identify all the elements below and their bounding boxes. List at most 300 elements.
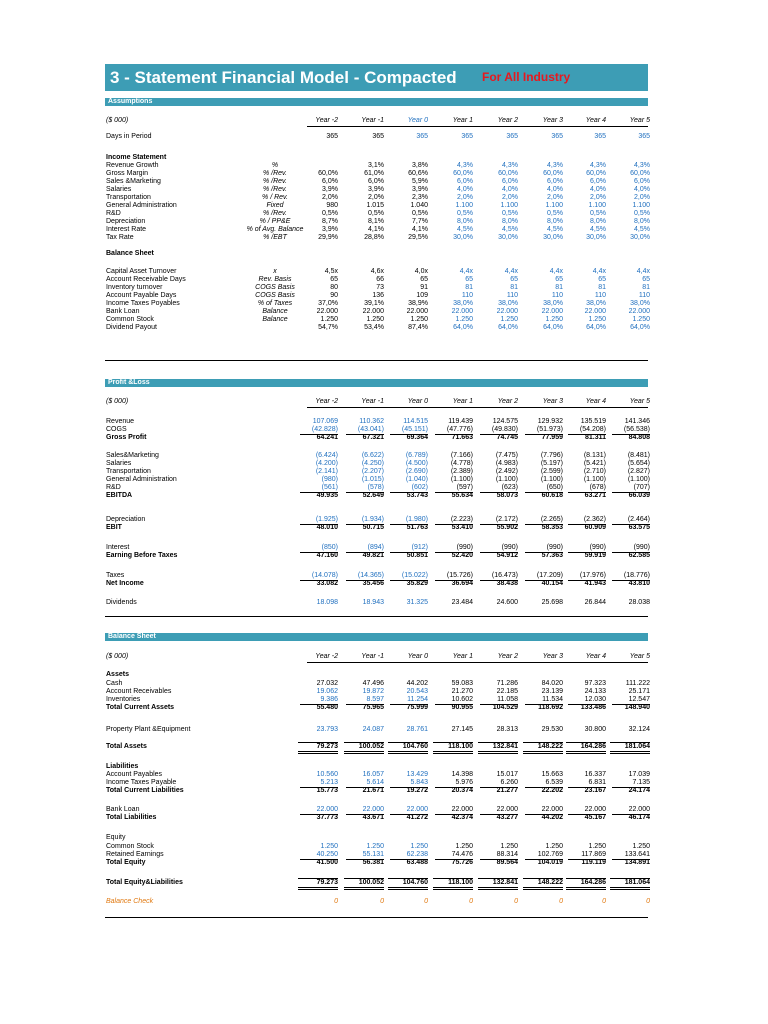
cell-value: 33.082	[316, 580, 338, 587]
cell-value: 41.943	[584, 580, 606, 587]
cell-value: (602)	[411, 484, 428, 491]
cell-value: 102.769	[537, 851, 563, 858]
cell-value: (43.041)	[357, 426, 384, 433]
total-underline-double	[433, 753, 473, 754]
cell-value: 104.529	[492, 704, 518, 711]
cell-value: 71.663	[451, 434, 473, 441]
cell-value: 0	[514, 898, 518, 905]
total-underline-double	[566, 753, 606, 754]
year-header: Year 5	[629, 117, 650, 124]
cell-value: 21.270	[451, 688, 473, 695]
cell-value: 110.362	[359, 418, 384, 425]
cell-value: 37,0%	[318, 300, 338, 307]
table-row	[105, 544, 648, 552]
total-underline-double	[523, 753, 563, 754]
cell-value: 23.167	[584, 787, 606, 794]
row-label: Retained Earnings	[106, 851, 164, 858]
cell-value: 89.564	[496, 859, 518, 866]
cell-value: 980	[326, 202, 338, 209]
cell-value: 30,0%	[630, 234, 650, 241]
cell-value: 6.539	[545, 779, 563, 786]
row-label: R&D	[106, 210, 121, 217]
cell-value: 44.202	[406, 680, 428, 687]
cell-value: 64.241	[316, 434, 338, 441]
table-row	[105, 226, 648, 234]
cell-value: 4,0x	[414, 268, 428, 275]
cell-value: 56.381	[362, 859, 384, 866]
cell-value: 54.912	[496, 552, 518, 559]
row-label: Net Income	[106, 580, 144, 587]
cell-value: 90.955	[451, 704, 473, 711]
cell-value: 22.000	[496, 806, 518, 813]
cell-value: 119.439	[448, 418, 473, 425]
cell-value: 4,0%	[590, 186, 606, 193]
total-overline	[478, 878, 518, 879]
cell-value: 365	[506, 133, 518, 140]
cell-value: 5.213	[320, 779, 338, 786]
cell-value: (707)	[633, 484, 650, 491]
year-header: Year -1	[361, 117, 384, 124]
cell-value: (6.789)	[405, 452, 428, 459]
total-overline	[610, 742, 650, 743]
cell-value: (623)	[501, 484, 518, 491]
cell-value: 20.374	[451, 787, 473, 794]
row-label: Assets	[106, 671, 129, 678]
table-row	[105, 218, 648, 226]
cell-value: 75.999	[406, 704, 428, 711]
row-unit: %	[271, 162, 279, 169]
cell-value: 4,3%	[502, 162, 518, 169]
section-divider	[105, 360, 648, 361]
cell-value: 64,0%	[498, 324, 518, 331]
total-overline	[478, 742, 518, 743]
row-label: Total Liabilities	[106, 814, 157, 821]
table-row	[105, 771, 648, 779]
cell-value: 1.250	[455, 843, 473, 850]
cell-value: 39,1%	[364, 300, 384, 307]
table-row	[105, 688, 648, 696]
cell-value: (5.654)	[627, 460, 650, 467]
row-label: Income Statement	[106, 154, 167, 161]
cell-value: (1.934)	[361, 516, 384, 523]
cell-value: 59.919	[584, 552, 606, 559]
cell-value: 22.000	[362, 308, 384, 315]
year-header-row	[105, 653, 648, 661]
total-underline-double	[566, 889, 606, 890]
total-underline-double	[610, 753, 650, 754]
cell-value: 60,0%	[586, 170, 606, 177]
header-underline	[307, 662, 648, 663]
cell-value: 10.560	[316, 771, 338, 778]
cell-value: 365	[461, 133, 473, 140]
cell-value: (4.983)	[495, 460, 518, 467]
cell-value: (894)	[367, 544, 384, 551]
cell-value: 6,0%	[634, 178, 650, 185]
cell-value: 12.547	[628, 696, 650, 703]
cell-value: 17.039	[628, 771, 650, 778]
year-header: Year 4	[585, 653, 606, 660]
year-header: Year -1	[361, 398, 384, 405]
cell-value: 63.575	[628, 524, 650, 531]
cell-value: (2.690)	[405, 468, 428, 475]
cell-value: 25.698	[541, 599, 563, 606]
cell-value: 26.844	[584, 599, 606, 606]
total-overline	[433, 878, 473, 879]
row-label: EBIT	[106, 524, 122, 531]
table-row	[105, 154, 648, 162]
cell-value: 6,0%	[547, 178, 563, 185]
table-row	[105, 484, 648, 492]
cell-value: 0	[424, 898, 428, 905]
table-row	[105, 898, 648, 906]
cell-value: 48.010	[316, 524, 338, 531]
section-header-balance_sheet	[105, 633, 648, 641]
table-row	[105, 418, 648, 426]
cell-value: 62.585	[628, 552, 650, 559]
cell-value: 74.476	[451, 851, 473, 858]
table-row	[105, 843, 648, 851]
row-label: Days in Period	[106, 133, 152, 140]
cell-value: 118.692	[538, 704, 563, 711]
cell-value: 65	[510, 276, 518, 283]
cell-value: 1.250	[632, 843, 650, 850]
cell-value: 1.250	[366, 843, 384, 850]
cell-value: 4,0%	[634, 186, 650, 193]
cell-value: 6,0%	[368, 178, 384, 185]
row-label: R&D	[106, 484, 121, 491]
row-label: General Administration	[106, 476, 177, 483]
cell-value: 37.773	[316, 814, 338, 821]
cell-value: 1.250	[588, 843, 606, 850]
table-row	[105, 572, 648, 580]
row-label: Depreciation	[106, 218, 146, 225]
table-row	[105, 434, 648, 442]
total-underline	[298, 887, 338, 888]
section-divider	[105, 917, 648, 918]
cell-value: 4,4x	[459, 268, 473, 275]
section-title: Profit &Loss	[108, 379, 150, 386]
cell-value: 22.185	[496, 688, 518, 695]
cell-value: (1.925)	[315, 516, 338, 523]
cell-value: (15.022)	[401, 572, 428, 579]
year-header: Year 0	[407, 398, 428, 405]
row-label: Total Current Assets	[106, 704, 175, 711]
row-label: Common Stock	[106, 316, 154, 323]
cell-value: 60.909	[584, 524, 606, 531]
cell-value: 136	[372, 292, 384, 299]
cell-value: 43.277	[496, 814, 518, 821]
cell-value: 27.145	[451, 726, 473, 733]
table-row	[105, 460, 648, 468]
cell-value: 22.000	[628, 806, 650, 813]
row-label: Capital Asset Turnover	[106, 268, 177, 275]
cell-value: (990)	[501, 544, 518, 551]
table-row	[105, 726, 648, 734]
year-header: Year -2	[315, 653, 338, 660]
year-header: Year 1	[452, 398, 473, 405]
row-label: Tax Rate	[106, 234, 134, 241]
cell-value: 3,8%	[412, 162, 428, 169]
cell-value: 49.821	[362, 552, 384, 559]
cell-value: 6,0%	[322, 178, 338, 185]
cell-value: 148.222	[537, 879, 563, 886]
cell-value: (14.365)	[357, 572, 384, 579]
cell-value: (8.481)	[627, 452, 650, 459]
cell-value: 365	[638, 133, 650, 140]
cell-value: (2.265)	[540, 516, 563, 523]
cell-value: 111.222	[625, 680, 650, 687]
cell-value: 9.386	[320, 696, 338, 703]
cell-value: 84.020	[541, 680, 563, 687]
cell-value: 133.641	[624, 851, 650, 858]
cell-value: 4,3%	[590, 162, 606, 169]
cell-value: 4,3%	[634, 162, 650, 169]
cell-value: 365	[594, 133, 606, 140]
row-label: Sales &Marketing	[106, 178, 161, 185]
cell-value: 4,0%	[457, 186, 473, 193]
cell-value: 35.829	[406, 580, 428, 587]
cell-value: 28,8%	[364, 234, 384, 241]
cell-value: 40.250	[316, 851, 338, 858]
cell-value: 1.250	[320, 316, 338, 323]
cell-value: 60,0%	[453, 170, 473, 177]
cell-value: 55.902	[496, 524, 518, 531]
cell-value: 81	[555, 284, 563, 291]
cell-value: 2,0%	[590, 194, 606, 201]
total-underline	[388, 887, 428, 888]
cell-value: 14.398	[451, 771, 473, 778]
cell-value: 4,5%	[547, 226, 563, 233]
cell-value: 6.831	[588, 779, 606, 786]
cell-value: (2.599)	[540, 468, 563, 475]
cell-value: 6,0%	[457, 178, 473, 185]
row-unit: % /EBT	[263, 234, 287, 241]
table-row	[105, 879, 648, 887]
cell-value: 1.100	[455, 202, 473, 209]
cell-value: (578)	[367, 484, 384, 491]
cell-value: 32.124	[628, 726, 650, 733]
cell-value: (990)	[546, 544, 563, 551]
cell-value: 3,9%	[322, 226, 338, 233]
cell-value: 104.760	[402, 879, 428, 886]
cell-value: 11.058	[497, 696, 518, 703]
cell-value: 22.000	[541, 806, 563, 813]
cell-value: (14.078)	[311, 572, 338, 579]
cell-value: 28.038	[628, 599, 650, 606]
total-underline-double	[478, 753, 518, 754]
cell-value: 100.052	[358, 879, 384, 886]
header-underline	[307, 126, 648, 127]
cell-value: 38,9%	[408, 300, 428, 307]
cell-value: (912)	[411, 544, 428, 551]
cell-value: (990)	[589, 544, 606, 551]
row-unit: Rev. Basis	[258, 276, 292, 283]
cell-value: (990)	[456, 544, 473, 551]
cell-value: 22.000	[584, 806, 606, 813]
cell-value: 87,4%	[408, 324, 428, 331]
cell-value: 4,4x	[549, 268, 563, 275]
row-label: Liabilities	[106, 763, 139, 770]
cell-value: 4,3%	[457, 162, 473, 169]
table-row	[105, 194, 648, 202]
cell-value: (2.172)	[495, 516, 518, 523]
cell-value: 1.250	[632, 316, 650, 323]
cell-value: 24.174	[628, 787, 650, 794]
cell-value: 1.100	[632, 202, 650, 209]
cell-value: 109	[416, 292, 428, 299]
cell-value: 59.083	[451, 680, 473, 687]
row-label: Balance Check	[106, 898, 154, 905]
row-unit: Balance	[262, 308, 288, 315]
total-underline	[523, 887, 563, 888]
cell-value: (8.131)	[583, 452, 606, 459]
table-row	[105, 452, 648, 460]
cell-value: 110	[551, 292, 563, 299]
cell-value: (42.828)	[311, 426, 338, 433]
cell-value: 8,0%	[457, 218, 473, 225]
cell-value: 0,5%	[322, 210, 338, 217]
cell-value: 79.273	[316, 743, 338, 750]
cell-value: 8,1%	[368, 218, 384, 225]
cell-value: 181.064	[624, 743, 650, 750]
cell-value: 1.100	[500, 202, 518, 209]
cell-value: 35.456	[362, 580, 384, 587]
year-header: Year 3	[542, 398, 563, 405]
cell-value: 61,0%	[364, 170, 384, 177]
total-overline	[344, 878, 384, 879]
cell-value: 47.160	[316, 552, 338, 559]
total-underline	[610, 751, 650, 752]
cell-value: 66.039	[628, 492, 650, 499]
row-label: Interest	[106, 544, 130, 551]
total-underline-double	[610, 889, 650, 890]
cell-value: 0	[559, 898, 563, 905]
cell-value: 28.761	[406, 726, 428, 733]
cell-value: 43.810	[628, 580, 650, 587]
cell-value: 16.337	[584, 771, 606, 778]
cell-value: 8,0%	[590, 218, 606, 225]
year-header: Year 2	[497, 117, 518, 124]
cell-value: 135.519	[580, 418, 606, 425]
cell-value: 38,0%	[586, 300, 606, 307]
cell-value: 55.131	[362, 851, 384, 858]
table-row	[105, 696, 648, 704]
cell-value: 73	[376, 284, 384, 291]
cell-value: 1.250	[500, 843, 518, 850]
row-label: EBITDA	[106, 492, 133, 499]
title-bar	[105, 64, 648, 91]
cell-value: 29,9%	[318, 234, 338, 241]
cell-value: 15.017	[496, 771, 518, 778]
cell-value: 2,3%	[412, 194, 428, 201]
row-label: Transportation	[106, 194, 151, 201]
cell-value: 1.250	[366, 316, 384, 323]
cell-value: 65	[598, 276, 606, 283]
year-header: Year -2	[315, 117, 338, 124]
year-header: Year 0	[407, 117, 428, 124]
cell-value: 60,0%	[318, 170, 338, 177]
cell-value: 1.250	[410, 316, 428, 323]
cell-value: 148.222	[537, 743, 563, 750]
row-unit: COGS Basis	[255, 284, 295, 291]
cell-value: 0,5%	[412, 210, 428, 217]
row-label: Common Stock	[106, 843, 154, 850]
cell-value: 1.250	[545, 316, 563, 323]
cell-value: 23.139	[541, 688, 563, 695]
units-label: ($ 000)	[106, 398, 129, 405]
cell-value: (2.223)	[450, 516, 473, 523]
row-label: Interest Rate	[106, 226, 147, 233]
total-underline	[433, 887, 473, 888]
cell-value: 4,4x	[636, 268, 650, 275]
row-label: Inventory turnover	[106, 284, 163, 291]
cell-value: 24.133	[584, 688, 606, 695]
cell-value: 141.346	[624, 418, 650, 425]
table-row	[105, 300, 648, 308]
cell-value: (2.362)	[583, 516, 606, 523]
total-overline	[566, 878, 606, 879]
cell-value: (18.776)	[623, 572, 650, 579]
total-underline	[478, 887, 518, 888]
cell-value: 30,0%	[453, 234, 473, 241]
cell-value: 22.000	[584, 308, 606, 315]
row-unit: % /Rev.	[263, 170, 287, 177]
cell-value: 2,0%	[368, 194, 384, 201]
cell-value: 38,0%	[630, 300, 650, 307]
section-header-assumptions	[105, 98, 648, 106]
cell-value: 0,5%	[457, 210, 473, 217]
total-underline	[298, 751, 338, 752]
cell-value: 132.841	[492, 879, 518, 886]
total-underline-double	[388, 753, 428, 754]
cell-value: 0	[334, 898, 338, 905]
cell-value: 129.932	[537, 418, 563, 425]
cell-value: 8,0%	[502, 218, 518, 225]
cell-value: (4.500)	[405, 460, 428, 467]
cell-value: 30,0%	[543, 234, 563, 241]
cell-value: 51.763	[406, 524, 428, 531]
total-overline	[610, 878, 650, 879]
cell-value: (2.827)	[627, 468, 650, 475]
cell-value: 79.273	[316, 879, 338, 886]
cell-value: 118.100	[448, 743, 473, 750]
cell-value: (1.980)	[405, 516, 428, 523]
cell-value: 0,5%	[502, 210, 518, 217]
cell-value: 29,5%	[408, 234, 428, 241]
cell-value: 30.800	[584, 726, 606, 733]
cell-value: 10.602	[451, 696, 473, 703]
cell-value: 29.530	[541, 726, 563, 733]
row-label: Cash	[106, 680, 123, 687]
cell-value: 181.064	[624, 879, 650, 886]
cell-value: 23.484	[451, 599, 473, 606]
year-header: Year 4	[585, 117, 606, 124]
row-label: Dividend Payout	[106, 324, 157, 331]
cell-value: 13.429	[406, 771, 428, 778]
row-label: Sales&Marketing	[106, 452, 159, 459]
row-label: Salaries	[106, 186, 132, 193]
cell-value: (17.209)	[536, 572, 563, 579]
cell-value: (850)	[321, 544, 338, 551]
cell-value: 4,5x	[324, 268, 338, 275]
cell-value: (2.389)	[450, 468, 473, 475]
total-underline	[566, 751, 606, 752]
row-label: Gross Profit	[106, 434, 147, 441]
cell-value: (5.197)	[540, 460, 563, 467]
total-underline-double	[433, 889, 473, 890]
cell-value: 22.000	[406, 308, 428, 315]
cell-value: 22.000	[451, 806, 473, 813]
